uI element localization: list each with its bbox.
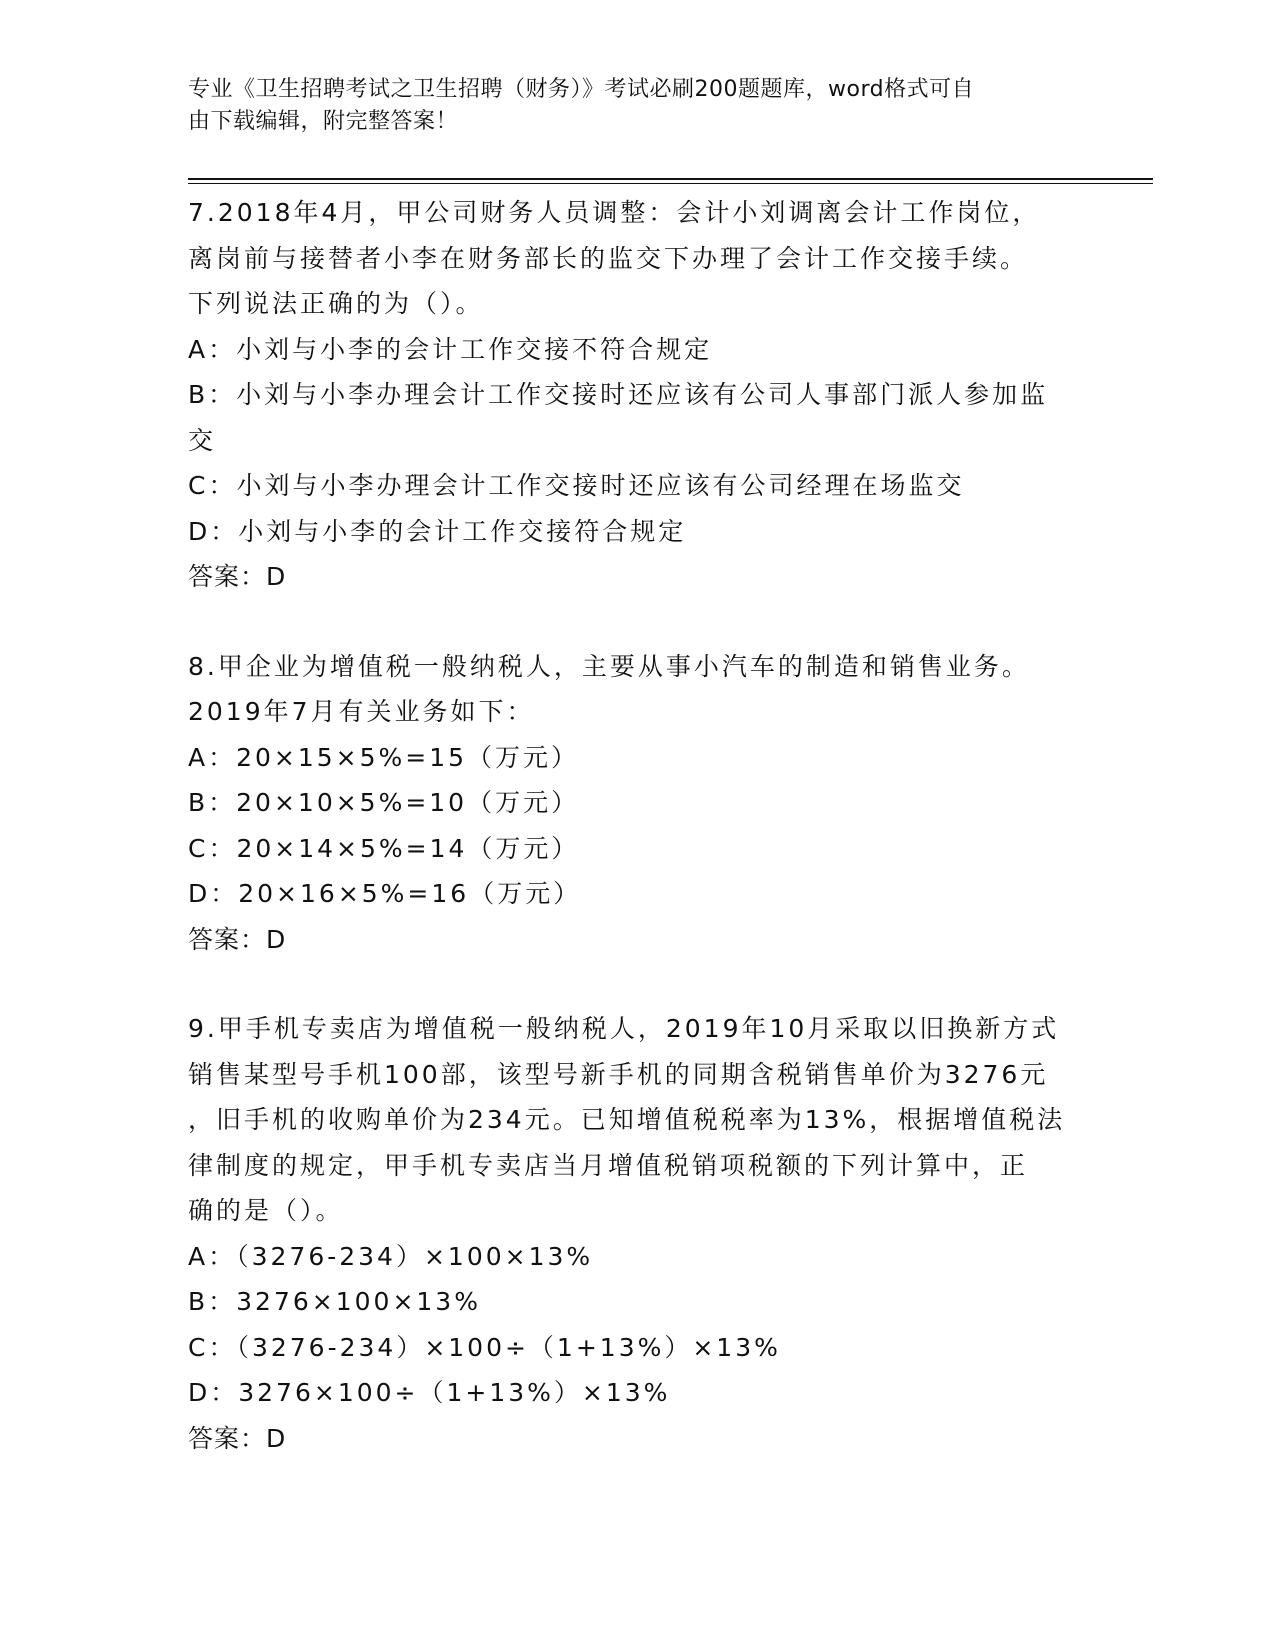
header-line: 专业《卫生招聘考试之卫生招聘（财务）》考试必刷200题题库，word格式可自 bbox=[188, 77, 975, 102]
option-line: D：3276×100÷（1+13%）×13% bbox=[188, 1378, 671, 1407]
question-item bbox=[188, 190, 1088, 600]
document-header bbox=[188, 74, 1068, 138]
question-item bbox=[188, 1006, 1088, 1461]
question-line: 9.甲手机专卖店为增值税一般纳税人，2019年10月采取以旧换新方式 bbox=[188, 1014, 1060, 1043]
option-line: B：20×10×5%=10（万元） bbox=[188, 788, 580, 817]
option-line: A：（3276-234）×100×13% bbox=[188, 1241, 594, 1271]
question-line: 销售某型号手机100部，该型号新手机的同期含税销售单价为3276元 bbox=[188, 1059, 1049, 1089]
question-item bbox=[188, 644, 1088, 963]
header-divider bbox=[188, 183, 1153, 184]
question-line: 确的是（）。 bbox=[188, 1196, 344, 1225]
question-line: 8.甲企业为增值税一般纳税人，主要从事小汽车的制造和销售业务。 bbox=[188, 651, 1030, 681]
option-line: A：20×15×5%=15（万元） bbox=[188, 742, 580, 772]
option-line: C：20×14×5%=14（万元） bbox=[188, 833, 580, 863]
question-line: 下列说法正确的为（）。 bbox=[188, 289, 484, 318]
option-line: C：（3276-234）×100÷（1+13%）×13% bbox=[188, 1332, 781, 1362]
answer-line: 答案：D bbox=[188, 924, 287, 954]
question-line: 7.2018年4月，甲公司财务人员调整：会计小刘调离会计工作岗位， bbox=[188, 198, 1041, 227]
option-line: B：小刘与小李办理会计工作交接时还应该有公司人事部门派人参加监 bbox=[188, 380, 1049, 409]
question-spacer bbox=[188, 600, 1088, 644]
question-line: 律制度的规定，甲手机专卖店当月增值税销项税额的下列计算中，正 bbox=[188, 1150, 1029, 1180]
option-line: C：小刘与小李办理会计工作交接时还应该有公司经理在场监交 bbox=[188, 471, 965, 500]
option-line: B：3276×100×13% bbox=[188, 1287, 481, 1316]
answer-line: 答案：D bbox=[188, 1423, 287, 1453]
option-line: 交 bbox=[188, 425, 217, 455]
header-divider bbox=[188, 178, 1153, 180]
answer-line: 答案：D bbox=[188, 562, 287, 591]
option-line: A：小刘与小李的会计工作交接不符合规定 bbox=[188, 334, 713, 364]
question-spacer bbox=[188, 962, 1088, 1006]
header-line: 由下载编辑，附完整答案！ bbox=[188, 109, 459, 134]
question-list bbox=[188, 190, 1088, 1461]
question-line: 离岗前与接替者小李在财务部长的监交下办理了会计工作交接手续。 bbox=[188, 243, 1029, 273]
option-line: D：20×16×5%=16（万元） bbox=[188, 879, 582, 908]
question-line: 2019年7月有关业务如下： bbox=[188, 697, 535, 726]
option-line: D：小刘与小李的会计工作交接符合规定 bbox=[188, 516, 687, 546]
question-line: ，旧手机的收购单价为234元。已知增值税税率为13%，根据增值税法 bbox=[188, 1105, 1066, 1134]
